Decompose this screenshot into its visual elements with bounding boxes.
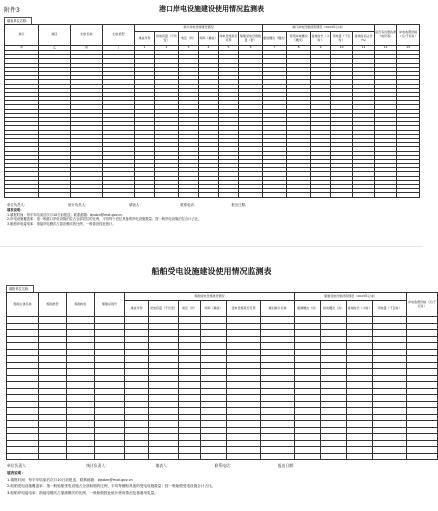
input-cell[interactable] [135, 193, 155, 197]
code-cell: 甲 [5, 46, 39, 51]
sheet1-footer [7, 202, 248, 207]
footer-filler: 填表人： [129, 203, 143, 207]
header-shore-power-calls: 使用岸电艘次（艘次） [287, 32, 311, 46]
footer2-stat-head: 统计负责人： [86, 463, 109, 468]
sheet2-notes [7, 470, 215, 496]
note2-2: 2.船舶受电设施覆盖率：指一般船舶受电设施占全部船舶的比例，平均每艘船具备的受电设施数量；按一般船舶受电设施合计占比。 [7, 484, 216, 488]
sheet-port-shore-power [0, 0, 423, 232]
input-cell[interactable] [227, 453, 261, 460]
input-cell[interactable] [347, 453, 373, 460]
group-header-build: 港口岸电设施建设情况 [135, 25, 263, 32]
header-berthing-calls: 靠泊艘次（艘次） [263, 32, 287, 46]
input-cell[interactable] [353, 193, 375, 197]
header-ship-capacity: 受电容量（千伏安） [149, 301, 179, 317]
header-electricity-used: 用电量（千瓦时） [331, 32, 353, 46]
input-cell[interactable] [5, 193, 39, 197]
input-cell[interactable] [71, 193, 103, 197]
table-row [5, 193, 420, 197]
note-2: 2.岸电设施覆盖率：指一般港口岸电设施泊位占全部泊位的比例，平均每个泊位具备的岸电设施数量；按一般岸电设施泊位合计占比。 [7, 217, 202, 222]
header-berth-type: 泊位类型 [103, 25, 135, 46]
header-ship-build-year: 建成年份 [125, 301, 149, 317]
footer2-unit-head: 单位负责人： [7, 463, 30, 468]
input-cell[interactable] [201, 453, 227, 460]
header-preferential-policy: 是否有优惠政策（电价等） [375, 25, 397, 46]
input-cell[interactable] [373, 453, 407, 460]
code-cell: 11 [353, 46, 375, 51]
sheet1-table [4, 24, 420, 198]
input-cell[interactable] [39, 193, 71, 197]
header-ship-connect-calls: 接电艘次（次） [321, 301, 347, 317]
table-row [7, 453, 438, 460]
header-shore-power-price: 岸电收费价格（元/千瓦时） [397, 25, 420, 46]
sheet1-fill-unit: 填表单位名称： [4, 17, 32, 25]
input-cell[interactable] [155, 193, 179, 197]
header-ship-hours: 接电时长（小时） [347, 301, 373, 317]
header-ship-frequency: 频率（赫兹） [201, 301, 227, 317]
notes2-label: 填表说明： [7, 471, 25, 475]
group-header-ship-build: 船舶受电设施建设情况 [125, 293, 295, 301]
header-connection-hours: 接电时长（小时） [311, 32, 331, 46]
input-cell[interactable] [103, 193, 135, 197]
input-cell[interactable] [407, 453, 438, 460]
code-cell: 8 [287, 46, 311, 51]
sheet2-footer [7, 463, 297, 469]
footer-phone: 联系电话： [180, 203, 198, 207]
header-build-year: 建成年份 [135, 32, 155, 46]
group-header-ship-use: 船舶受电设施使用情况（2023年以来） [295, 293, 407, 301]
header-ship-port: 靠泊港口名称 [261, 301, 295, 317]
group-header-use: 港口岸电设施使用情况（2023年以来） [263, 25, 375, 32]
input-cell[interactable] [179, 193, 199, 197]
code-cell: 1 [135, 46, 155, 51]
code-cell: 9 [311, 46, 331, 51]
footer2-filler: 填表人： [155, 463, 171, 468]
sheet-ship-power-receiving [0, 262, 437, 511]
input-cell[interactable] [39, 453, 67, 460]
code-cell: 5 [219, 46, 239, 51]
input-cell[interactable] [375, 193, 397, 197]
header-berth-name: 泊位名称 [71, 25, 103, 46]
note2-1: 1.填报时间：每半年结束后次月10日前报送；联系邮箱：bjsdzn@mot.gov.cn [7, 477, 133, 482]
code-cell: 12 [375, 46, 397, 51]
code-cell: 10 [331, 46, 353, 51]
footer2-phone: 联系电话： [214, 463, 234, 468]
input-cell[interactable] [239, 193, 263, 197]
code-cell: 3 [179, 46, 199, 51]
code-cell: 乙 [39, 46, 71, 51]
input-cell[interactable] [125, 453, 149, 460]
header-voltage: 电压（伏） [179, 32, 199, 46]
input-cell[interactable] [179, 453, 201, 460]
input-cell[interactable] [261, 453, 295, 460]
input-cell[interactable] [7, 453, 39, 460]
note-1: 1.填报时间：每半年结束后次月10日前报送；联系邮箱：bjsdzn@mot.gov.cn [7, 212, 123, 217]
input-cell[interactable] [295, 453, 321, 460]
header-ship-calls: 靠港艘次（次） [295, 301, 321, 317]
header-port: 港口 [5, 25, 39, 46]
code-cell: 2 [155, 46, 179, 51]
note2-3: 3.船舶岸电接电率：指接电艘次占靠港艘次的比例，一般船舶按此统计使用情况及靠港用电量。 [7, 490, 158, 495]
header-ship-type: 船舶类型 [39, 293, 67, 317]
code-cell: 6 [239, 46, 263, 51]
footer-report-date: 报出日期： [231, 203, 249, 207]
code-cell: 7 [263, 46, 287, 51]
sheet1-title: 港口岸电设施建设使用情况监测表 [159, 5, 264, 13]
header-frequency: 频率（赫兹） [199, 32, 219, 46]
note-3: 3.船舶岸电接电率：指接岸电艘次占靠泊艘次的比例，一般靠泊按此统计。 [7, 221, 116, 226]
header-ship-facility-count: 船舶受电设施数量（套） [239, 32, 263, 46]
header-connection-ratio: 接电时间占比（%） [353, 32, 375, 46]
sheet-separator [0, 246, 423, 247]
footer-unit-head: 单位负责人： [7, 203, 28, 207]
input-cell[interactable] [321, 453, 347, 460]
header-ship-electricity: 用电量（千瓦时） [373, 301, 407, 317]
notes-label: 填表说明： [7, 208, 24, 212]
input-cell[interactable] [287, 193, 311, 197]
input-cell[interactable] [219, 193, 239, 197]
header-ship-voltage: 电压（伏） [179, 301, 201, 317]
header-ship-available: 受电设施是否可用 [227, 301, 261, 317]
header-ship-id: 船舶识别号 [95, 293, 125, 317]
code-cell: 丁 [103, 46, 135, 51]
input-cell[interactable] [397, 193, 420, 197]
sheet2-table [6, 292, 438, 460]
input-cell[interactable] [199, 193, 219, 197]
annex-label: 附件3 [4, 7, 20, 14]
input-cell[interactable] [67, 453, 95, 460]
header-ship-tonnage: 船舶吨位 [67, 293, 95, 317]
code-cell: 丙 [71, 46, 103, 51]
header-port-area: 港区 [39, 25, 71, 46]
code-cell: 13 [397, 46, 420, 51]
input-cell[interactable] [149, 453, 179, 460]
input-cell[interactable] [331, 193, 353, 197]
input-cell[interactable] [263, 193, 287, 197]
sheet1-notes [7, 208, 201, 226]
header-capacity: 供电容量（千伏安） [155, 32, 179, 46]
input-cell[interactable] [95, 453, 125, 460]
header-ship-owner: 船舶主体名称 [7, 293, 39, 317]
sheet2-title: 船舶受电设施建设使用情况监测表 [151, 267, 272, 276]
input-cell[interactable] [311, 193, 331, 197]
header-available: 岸电设施是否可用 [219, 32, 239, 46]
footer2-report-date: 报出日期： [277, 463, 297, 468]
code-cell: 4 [199, 46, 219, 51]
sheet2-fill-unit: 填报单位名称： [6, 285, 34, 293]
header-ship-price: 岸电收费价格（元/千瓦时） [407, 293, 438, 317]
footer-stat-head: 统计负责人： [68, 203, 89, 207]
